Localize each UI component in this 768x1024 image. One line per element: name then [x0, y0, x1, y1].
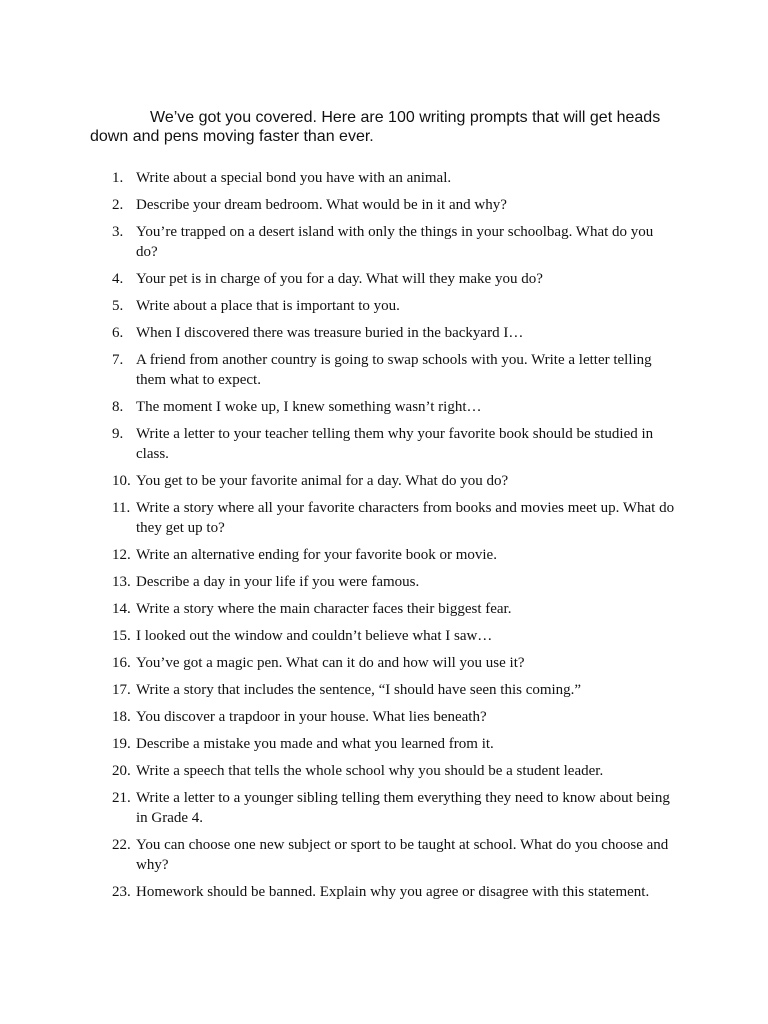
prompt-text: Homework should be banned. Explain why you agree or disagree with this statement.: [136, 884, 650, 900]
list-item: [0, 296, 676, 316]
prompt-number: 14.: [112, 601, 131, 617]
prompt-number: 4.: [112, 271, 124, 287]
prompt-text: You’re trapped on a desert island with only the things in your schoolbag. What do you do?: [136, 224, 654, 260]
prompt-text: You’ve got a magic pen. What can it do and how will you use it?: [136, 655, 525, 671]
prompt-text: You get to be your favorite animal for a day. What do you do?: [136, 473, 509, 489]
prompt-text: Write a story where all your favorite characters from books and movies meet up. What do they get up to?: [136, 500, 675, 536]
prompt-text: Describe your dream bedroom. What would be in it and why?: [136, 197, 507, 213]
prompt-number: 5.: [112, 298, 124, 314]
list-item: [0, 424, 676, 464]
list-item: [0, 397, 676, 417]
list-item: [0, 680, 676, 700]
list-item: [0, 599, 676, 619]
prompt-text: Describe a mistake you made and what you learned from it.: [136, 736, 494, 752]
prompt-number: 22.: [112, 837, 131, 853]
prompt-text: Write about a place that is important to you.: [136, 298, 400, 314]
prompt-text: Describe a day in your life if you were famous.: [136, 574, 420, 590]
list-item: [0, 761, 676, 781]
list-item: [0, 195, 676, 215]
list-item: [0, 626, 676, 646]
prompt-number: 11.: [112, 500, 131, 516]
list-item: [0, 835, 676, 875]
list-item: [0, 498, 676, 538]
prompt-number: 10.: [112, 473, 131, 489]
list-item: [0, 471, 676, 491]
list-item: [0, 269, 676, 289]
prompt-number: 17.: [112, 682, 131, 698]
prompt-number: 1.: [112, 170, 124, 186]
prompt-text: You can choose one new subject or sport to be taught at school. What do you choose and why?: [136, 837, 669, 873]
prompt-text: A friend from another country is going to swap schools with you. Write a letter telling them what to expect.: [136, 352, 652, 388]
prompt-number: 18.: [112, 709, 131, 725]
list-item: [0, 572, 676, 592]
prompt-text: Write a letter to your teacher telling them why your favorite book should be studied in class.: [136, 426, 654, 462]
prompt-number: 9.: [112, 426, 124, 442]
prompt-number: 12.: [112, 547, 131, 563]
prompt-number: 6.: [112, 325, 124, 341]
prompt-number: 19.: [112, 736, 131, 752]
intro-paragraph: We’ve got you covered. Here are 100 writing prompts that will get heads down and pens moving faster than ever.: [90, 109, 661, 145]
prompt-text: Write a speech that tells the whole school why you should be a student leader.: [136, 763, 604, 779]
prompt-text: Write an alternative ending for your favorite book or movie.: [136, 547, 497, 563]
list-item: [0, 734, 676, 754]
prompt-text: Write about a special bond you have with an animal.: [136, 170, 452, 186]
prompt-number: 20.: [112, 763, 131, 779]
list-item: [0, 882, 676, 902]
list-item: [0, 653, 676, 673]
prompt-number: 13.: [112, 574, 131, 590]
prompt-number: 2.: [112, 197, 124, 213]
list-item: [0, 545, 676, 565]
prompt-text: You discover a trapdoor in your house. What lies beneath?: [136, 709, 487, 725]
list-item: [0, 222, 676, 262]
prompt-text: Write a story that includes the sentence, “I should have seen this coming.”: [136, 682, 582, 698]
list-item: [0, 350, 676, 390]
prompt-text: When I discovered there was treasure buried in the backyard I…: [136, 325, 524, 341]
list-item: [0, 788, 676, 828]
list-item: [0, 707, 676, 727]
prompt-list: [0, 168, 768, 909]
prompt-text: Your pet is in charge of you for a day. What will they make you do?: [136, 271, 543, 287]
prompt-number: 21.: [112, 790, 131, 806]
list-item: [0, 168, 676, 188]
prompt-number: 16.: [112, 655, 131, 671]
prompt-number: 15.: [112, 628, 131, 644]
prompt-text: I looked out the window and couldn’t believe what I saw…: [136, 628, 493, 644]
prompt-text: Write a story where the main character faces their biggest fear.: [136, 601, 512, 617]
prompt-number: 8.: [112, 399, 124, 415]
list-item: [0, 323, 676, 343]
prompt-number: 23.: [112, 884, 131, 900]
prompt-number: 7.: [112, 352, 124, 368]
prompt-text: The moment I woke up, I knew something wasn’t right…: [136, 399, 482, 415]
prompt-number: 3.: [112, 224, 124, 240]
prompt-text: Write a letter to a younger sibling telling them everything they need to know about being in Grade 4.: [136, 790, 670, 826]
